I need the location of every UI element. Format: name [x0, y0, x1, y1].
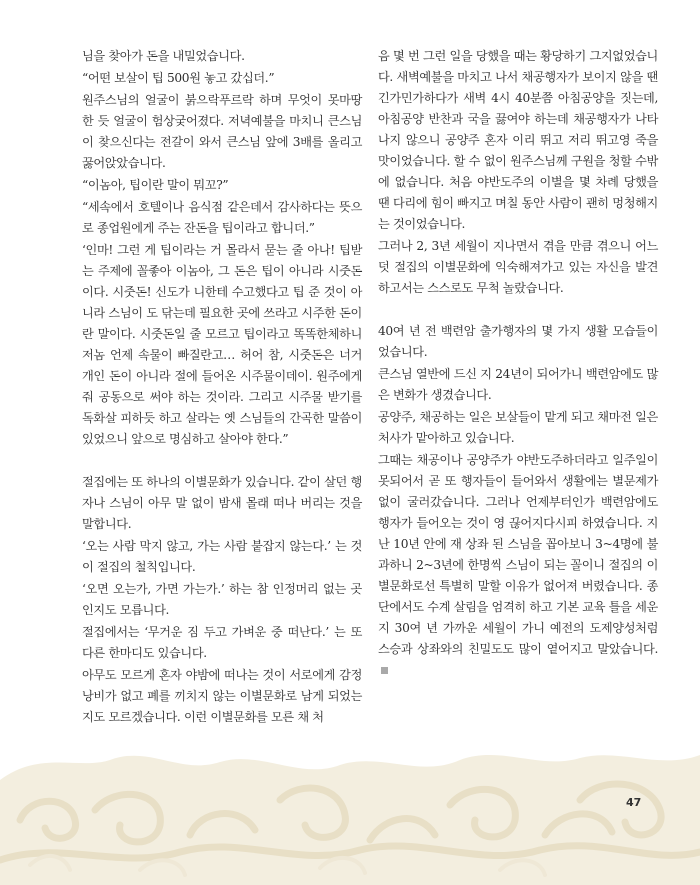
paragraph: ‘오는 사람 막지 않고, 가는 사람 붙잡지 않는다.’ 는 것이 절집의 철칙입니다. — [82, 539, 362, 574]
paragraph: “세속에서 호텔이나 음식점 같은데서 감사하다는 뜻으로 종업원에게 주는 잔돈을 팁이라고 합니더.” — [82, 200, 362, 235]
paragraph-gap — [378, 300, 658, 321]
paragraph: 40여 년 전 백련암 출가행자의 몇 가지 생활 모습들이었습니다. — [378, 324, 658, 359]
paragraph: 공양주, 채공하는 일은 보살들이 맡게 되고 채마전 일은 처사가 맡아하고 있습니다. — [378, 410, 658, 445]
cloud-pattern-decoration — [0, 740, 700, 885]
paragraph: “어떤 보살이 팁 500원 놓고 갔십더.” — [82, 71, 275, 85]
paragraph: 큰스님 열반에 드신 지 24년이 되어가니 백련암에도 많은 변화가 생겼습니다. — [378, 367, 658, 402]
paragraph: 그러나 2, 3년 세월이 지나면서 겪을 만큼 겪으니 어느덧 절집의 이별문화에 익숙해져가고 있는 자신을 발견하고서는 스스로도 무척 놀랐습니다. — [378, 239, 658, 295]
paragraph: 님을 찾아가 돈을 내밀었습니다. — [82, 49, 245, 63]
paragraph: ‘인마! 그런 게 팁이라는 거 몰라서 묻는 줄 아나! 팁받는 주제에 꼴좋아 이놈아, 그 돈은 팁이 아니라 시줏돈이다. 시줏돈! 신도가 니한테 수고했다고 팁 준 것이 아니라 스님이 도 닦는데 필요한 곳에 쓰라고 시주한 돈이란 말이다. 시줏돈일 줄 모르고 팁이라고 똑똑한체하니 저놈 언제 속물이 빠질란고… 허어 참, 시줏돈은 너거 개인 돈이 아니라 절에 들어온 시주물이데이. 원주에게 줘 공동으로 써야 하는 것이라. 그리고 시주물 받기를 독화살 피하듯 하고 살라는 옛 스님들의 간곡한 말씀이 있었으니 앞으로 명심하고 살아야 한다.” — [82, 243, 362, 446]
end-mark-icon — [381, 667, 388, 674]
paragraph: 원주스님의 얼굴이 붉으락푸르락 하며 무엇이 못마땅한 듯 얼굴이 험상궂어졌다. 저녁예불을 마치니 큰스님이 찾으신다는 전갈이 와서 큰스님 앞에 3배를 올리고 꿇어앉았습니다. — [82, 93, 362, 170]
left-text-column — [82, 46, 362, 729]
paragraph-last — [378, 450, 658, 681]
paragraph: “이놈아, 팁이란 말이 뭐꼬?” — [82, 178, 229, 192]
paragraph: ‘오면 오는가, 가면 가는가.’ 하는 참 인정머리 없는 곳인지도 모릅니다. — [82, 582, 362, 617]
page-number: 47 — [626, 796, 642, 809]
paragraph: 절집에는 또 하나의 이별문화가 있습니다. 같이 살던 행자나 스님이 아무 말 없이 밤새 몰래 떠나 버리는 것을 말합니다. — [82, 475, 362, 531]
right-text-column — [378, 46, 658, 682]
paragraph: 절집에서는 ‘무거운 짐 두고 가벼운 중 떠난다.’ 는 또 다른 한마디도 있습니다. — [82, 625, 362, 660]
paragraph: 음 몇 번 그런 일을 당했을 때는 황당하기 그지없었습니다. 새벽예불을 마치고 나서 채공행자가 보이지 않을 땐 긴가민가하다가 새벽 4시 40분쯤 아침공양을 짓는데, 아침공양 반찬과 국을 끓여야 하는데 채공행자가 나타나지 않으니 공양주 혼자 이리 뛰고 저리 뛰고영 죽을 맛이었습니다. 할 수 없이 원주스님께 구원을 청할 수밖에 없습니다. 처음 야반도주의 이별을 몇 차례 당했을 땐 다리에 힘이 빠지고 며칠 동안 사람이 괜히 멍청해지는 것이었습니다. — [378, 49, 658, 231]
paragraph-gap — [82, 451, 362, 472]
paragraph: 아무도 모르게 혼자 야밤에 떠나는 것이 서로에게 감정 낭비가 없고 폐를 끼치지 않는 이별문화로 남게 되었는지도 모르겠습니다. 이런 이별문화를 모른 채 처 — [82, 668, 362, 724]
paragraph-text: 그때는 채공이나 공양주가 야반도주하더라고 일주일이 못되어서 곧 또 행자들이 들어와서 생활에는 별문제가 없이 굴러갔습니다. 그러나 언제부터인가 백련암에도 행자가 들어오는 것이 영 끊어지다시피 하였습니다. 지난 10년 안에 재 상좌 된 스님을 꼽아보니 3~4명에 불과하니 2~3년에 한명씩 스님이 되는 꼴이니 절집의 이별문화로선 특별히 말할 이유가 없어져 버렸습니다. 종단에서도 수계 살림을 엄격히 하고 기본 교육 틀을 세운 지 30여 년 가까운 세월이 가니 예전의 도제양성처럼 스승과 상좌와의 친밀도도 많이 옅어지고 말았습니다. — [378, 453, 658, 656]
